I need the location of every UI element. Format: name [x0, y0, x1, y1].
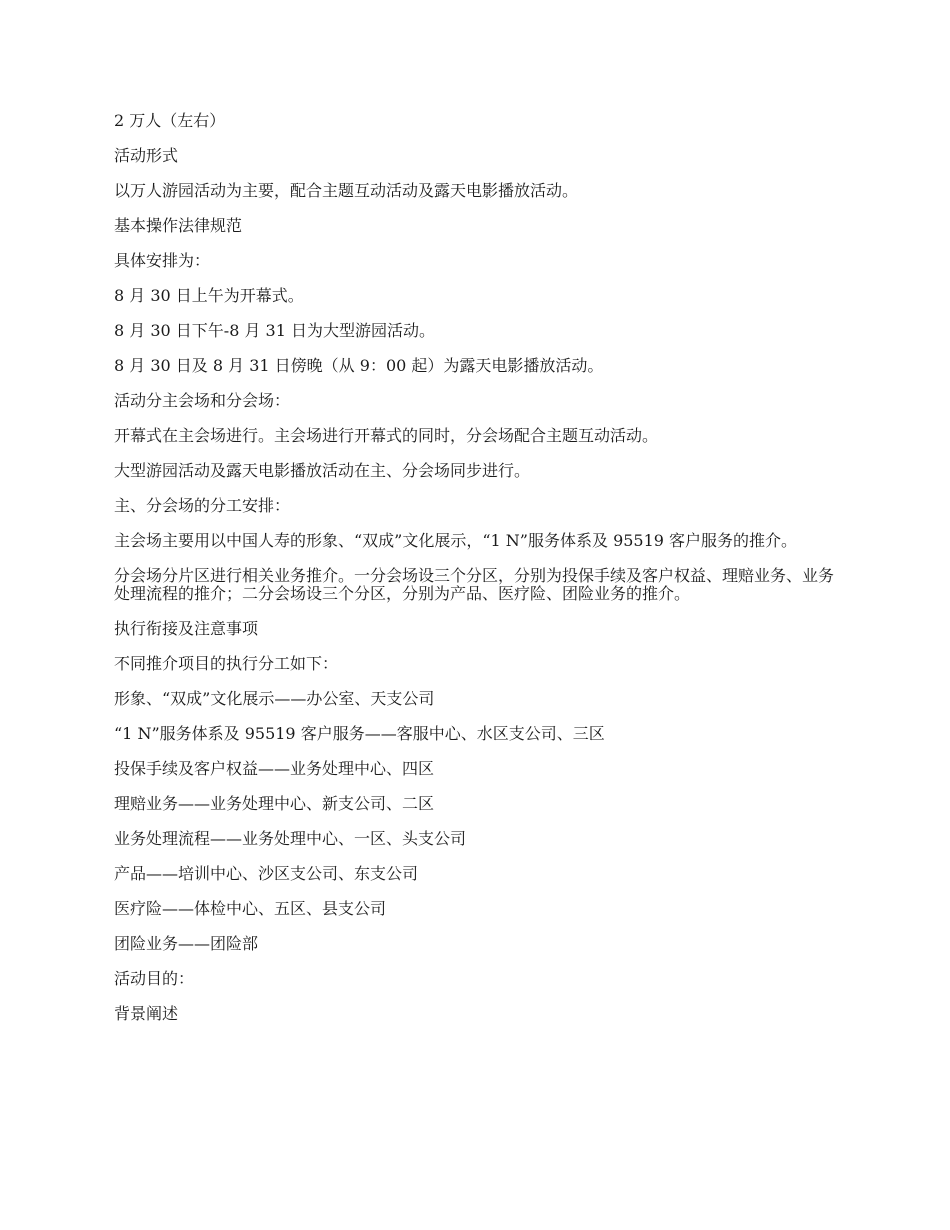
paragraph-activity-form: 以万人游园活动为主要，配合主题互动活动及露天电影播放活动。: [114, 181, 579, 200]
list-item-medical: 医疗险——体检中心、五区、县支公司: [114, 899, 387, 918]
list-item-image-culture: 形象、“双成”文化展示——办公室、天支公司: [114, 689, 435, 708]
heading-activity-purpose: 活动目的：: [114, 969, 195, 988]
paragraph-venues-opening: 开幕式在主会场进行。主会场进行开幕式的同时，分会场配合主题互动活动。: [114, 426, 659, 445]
paragraph-schedule-opening: 8 月 30 日上午为开幕式。: [114, 286, 304, 305]
heading-background: 背景阐述: [114, 1004, 179, 1023]
list-item-claims: 理赔业务——业务处理中心、新支公司、二区: [114, 794, 435, 813]
paragraph-execution-intro: 不同推介项目的执行分工如下：: [114, 654, 339, 673]
paragraph-participants: 2 万人（左右）: [114, 111, 226, 130]
paragraph-schedule-garden: 8 月 30 日下午-8 月 31 日为大型游园活动。: [114, 321, 436, 340]
paragraph-venue-division-intro: 主、分会场的分工安排：: [114, 496, 291, 515]
list-item-processing-flow: 业务处理流程——业务处理中心、一区、头支公司: [114, 829, 467, 848]
paragraph-sub-venue: 分会场分片区进行相关业务推介。一分会场设三个分区，分别为投保手续及客户权益、理赔业务、业务处理流程的推介；二分会场设三个分区，分别为产品、医疗险、团险业务的推介。: [114, 566, 835, 603]
paragraph-schedule-movie: 8 月 30 日及 8 月 31 日傍晚（从 9：00 起）为露天电影播放活动。: [114, 356, 604, 375]
list-item-insurance-procedures: 投保手续及客户权益——业务处理中心、四区: [114, 759, 435, 778]
paragraph-main-venue: 主会场主要用以中国人寿的形象、“双成”文化展示，“1 N”服务体系及 95519 客户服务的推介。: [114, 531, 798, 550]
paragraph-venues-intro: 活动分主会场和分会场：: [114, 391, 291, 410]
paragraph-schedule-intro: 具体安排为：: [114, 251, 211, 270]
document-body: [114, 112, 844, 1040]
heading-execution: 执行衔接及注意事项: [114, 619, 259, 638]
list-item-group-insurance: 团险业务——团险部: [114, 934, 259, 953]
heading-basic-rules: 基本操作法律规范: [114, 216, 243, 235]
list-item-service-system: “1 N”服务体系及 95519 客户服务——客服中心、水区支公司、三区: [114, 724, 605, 743]
paragraph-venues-sync: 大型游园活动及露天电影播放活动在主、分会场同步进行。: [114, 461, 531, 480]
heading-activity-form: 活动形式: [114, 146, 179, 165]
list-item-products: 产品——培训中心、沙区支公司、东支公司: [114, 864, 419, 883]
